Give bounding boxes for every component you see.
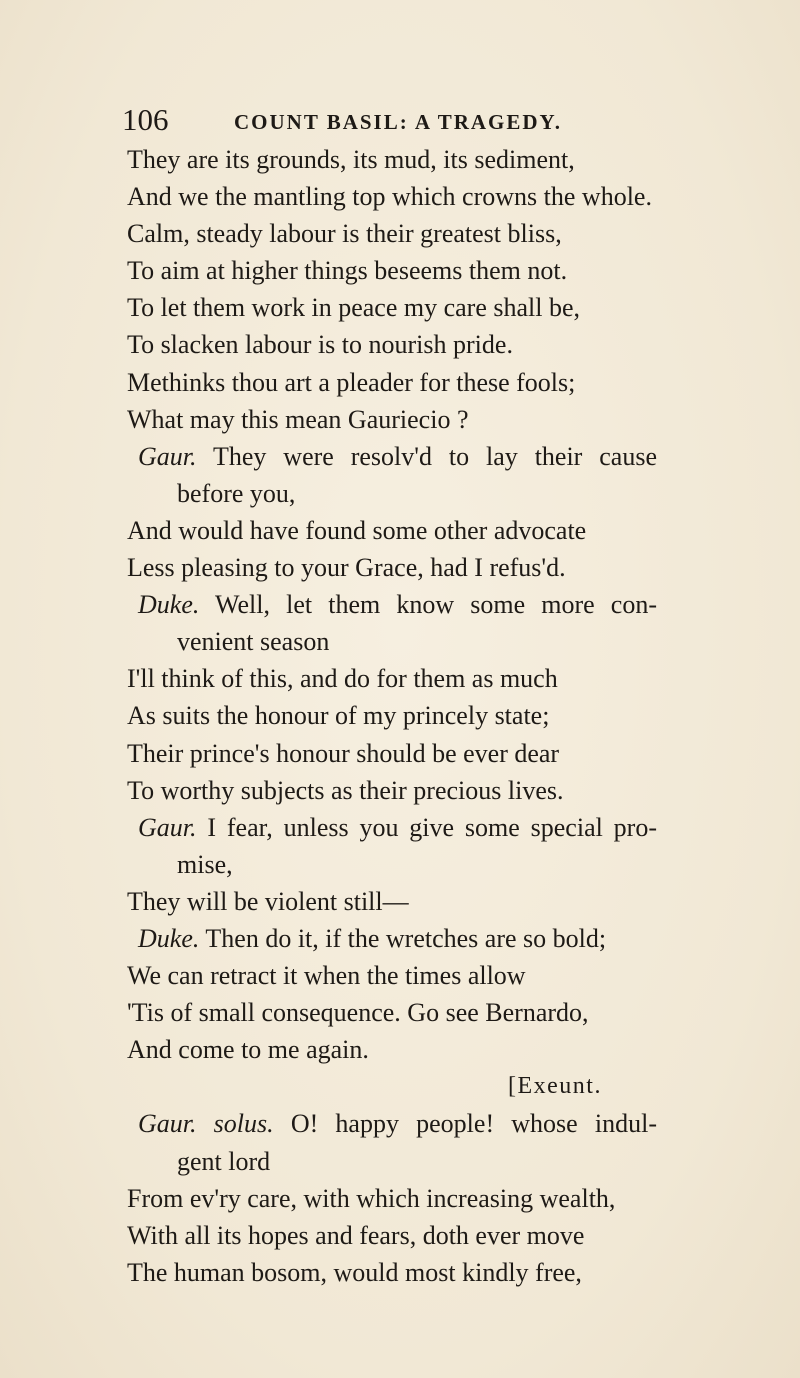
stage-direction: [Exeunt. <box>508 1073 602 1100</box>
verse-line: Calm, steady labour is their greatest bliss, <box>127 219 562 249</box>
continuation-line: mise, <box>177 849 233 879</box>
speaker-name: Duke. <box>138 590 200 620</box>
speech-text: Well, let them know some more con- <box>215 590 658 620</box>
verse-line: The human bosom, would most kindly free, <box>127 1257 582 1287</box>
verse-line: Less pleasing to your Grace, had I refus'd. <box>127 553 566 583</box>
verse-line: To aim at higher things beseems them not. <box>127 256 568 286</box>
verse-line: And would have found some other advocate <box>127 515 587 545</box>
speech-line <box>138 1105 657 1142</box>
verse-text <box>0 141 800 1291</box>
verse-line: As suits the honour of my princely state; <box>127 701 550 731</box>
page-number: 106 <box>122 102 169 137</box>
speaker-name: Gaur. <box>138 812 197 842</box>
continuation-line: before you, <box>177 478 296 508</box>
verse-line: To slacken labour is to nourish pride. <box>127 330 513 360</box>
speaker-name: Gaur. <box>138 441 197 471</box>
verse-line: Methinks thou art a pleader for these fools; <box>127 367 576 397</box>
verse-line: They are its grounds, its mud, its sediment, <box>127 145 575 174</box>
verse-line: To let them work in peace my care shall be, <box>127 293 581 323</box>
speaker-name: Gaur. solus. <box>138 1109 274 1139</box>
continuation-line: gent lord <box>177 1146 271 1176</box>
speech-line <box>138 438 657 475</box>
verse-line: To worthy subjects as their precious lives. <box>127 775 564 805</box>
verse-line: I'll think of this, and do for them as much <box>127 664 558 694</box>
verse-line: 'Tis of small consequence. Go see Bernardo, <box>127 998 589 1028</box>
speech-text: Then do it, if the wretches are so bold; <box>205 923 607 953</box>
running-head: COUNT BASIL: A TRAGEDY. <box>234 110 563 134</box>
speech-line <box>138 920 800 957</box>
verse-line: What may this mean Gauriecio ? <box>127 404 469 434</box>
verse-line: Their prince's honour should be ever dear <box>127 738 560 768</box>
page-header <box>122 100 682 140</box>
speech-text: They were resolv'd to lay their cause <box>212 441 657 471</box>
speech-line <box>138 809 657 846</box>
verse-line: They will be violent still— <box>127 886 409 916</box>
speech-text: O! happy people! whose indul- <box>290 1109 657 1139</box>
speaker-name: Duke. <box>138 923 200 953</box>
continuation-line: venient season <box>177 627 330 657</box>
verse-line: And we the mantling top which crowns the whole. <box>127 182 652 212</box>
speech-line <box>138 586 657 623</box>
verse-line: From ev'ry care, with which increasing wealth, <box>127 1183 616 1213</box>
verse-line: And come to me again. <box>127 1035 369 1065</box>
verse-line: With all its hopes and fears, doth ever move <box>127 1220 585 1250</box>
verse-line: We can retract it when the times allow <box>127 961 526 991</box>
speech-text: I fear, unless you give some special pro- <box>207 812 657 842</box>
